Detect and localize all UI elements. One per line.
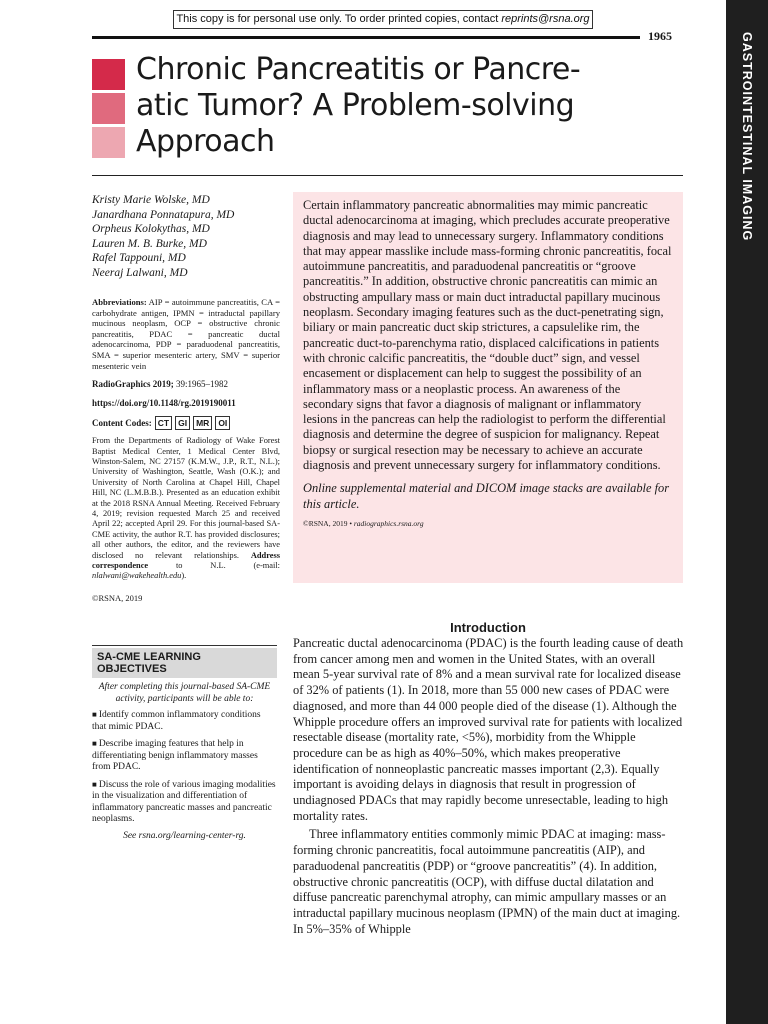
- article-title: [136, 52, 656, 160]
- address-label: Address correspondence: [92, 550, 280, 571]
- cme-learning-objectives: [92, 645, 277, 841]
- author-list: [92, 193, 280, 280]
- author-name: Lauren M. B. Burke, MD: [92, 237, 207, 250]
- title-line: Chronic Pancreatitis or Pancre-: [136, 52, 581, 87]
- body-paragraph: Three inflammatory entities commonly mimic PDAC at imaging: mass-forming chronic pancreatitis, focal autoimmune pancreatitis (AIP), and paraduodenal pancreatitis (PDP) or “groove pancreatitis” (4). In addition, obstructive chronic pancreatitis (OCP), with diffuse ductal dilatation and diffuse pancreatic parenchymal atrophy, can mimic ampullary masses or an intraductal papillary mucinous neoplasm (IPMN) of the main duct at imaging. In 5%–35% of Whipple: [293, 827, 681, 936]
- correspondence-email-link[interactable]: nlalwani@wakehealth.edu: [92, 571, 182, 581]
- content-code-badge: MR: [193, 416, 212, 430]
- title-decoration: [92, 59, 125, 161]
- citation: [92, 379, 280, 390]
- title-square-dark: [92, 59, 125, 90]
- reprints-email-link[interactable]: reprints@rsna.org: [501, 13, 590, 25]
- abstract-copyright-prefix: ©RSNA, 2019 •: [303, 518, 354, 528]
- cme-objective: [92, 709, 277, 733]
- abstract-copyright: [303, 519, 673, 528]
- page-number: 1965: [648, 29, 672, 43]
- title-square-light: [92, 127, 125, 158]
- abbreviations-label: Abbreviations:: [92, 297, 147, 307]
- section-label: GASTROINTESTINAL IMAGING: [740, 32, 754, 242]
- cme-intro: After completing this journal-based SA-CME activity, participants will be able to:: [98, 682, 271, 704]
- title-line: Approach: [136, 124, 275, 159]
- content-code-badge: GI: [175, 416, 190, 430]
- cme-objective-text: Describe imaging features that help in differentiating benign inflammatory masses from PDAC.: [92, 739, 258, 772]
- content-codes: [92, 416, 280, 430]
- top-rule: [92, 36, 640, 39]
- left-sidebar: [92, 193, 280, 603]
- sidebar-copyright: ©RSNA, 2019: [92, 592, 143, 603]
- introduction-heading: Introduction: [450, 620, 526, 635]
- doi-link[interactable]: https://doi.org/10.1148/rg.2019190011: [92, 398, 236, 409]
- square-bullet-icon: ■: [92, 739, 97, 748]
- section-side-band: [726, 0, 768, 1024]
- learning-center-link[interactable]: See rsna.org/learning-center-rg.: [123, 830, 246, 841]
- address-end: ).: [181, 571, 187, 581]
- copy-notice-text: This copy is for personal use only. To order printed copies, contact: [176, 13, 502, 25]
- author-name: Neeraj Lalwani, MD: [92, 266, 188, 279]
- cme-objective: [92, 779, 277, 826]
- cme-objective-text: Identify common inflammatory conditions that mimic PDAC.: [92, 710, 261, 732]
- abstract-online-note: Online supplemental material and DICOM image stacks are available for this article.: [303, 481, 670, 511]
- author-name: Orpheus Kolokythas, MD: [92, 223, 210, 235]
- cme-objective-list: [92, 709, 277, 826]
- affiliation-text: From the Departments of Radiology of Wake Forest Baptist Medical Center, 1 Medical Center Blvd, Winston-Salem, NC 27157 (K.M.W., J.P., R.T., N.L.); University of Washington, Seattle, Wash (O.K.); and University of North Carolina at Chapel Hill, Chapel Hill, NC (L.M.B.B.). Presented as an education exhibit at the 2018 RSNA Annual Meeting. Received February 4, 2019; revision requested March 25 and received April 22; accepted April 29. For this journal-based SA-CME activity, the author R.T. has provided disclosures; all other authors, the editor, and the reviewers have disclosed no relevant relationships.: [92, 436, 280, 560]
- title-rule: [92, 175, 683, 176]
- affiliations: [92, 436, 280, 582]
- author-name: Kristy Marie Wolske, MD: [92, 194, 210, 206]
- introduction-body: [293, 636, 685, 937]
- radiographics-site-link[interactable]: radiographics.rsna.org: [353, 518, 424, 528]
- author-name: Janardhana Ponnatapura, MD: [92, 208, 235, 221]
- address-text: to N.L. (e-mail:: [148, 561, 280, 571]
- citation-journal: RadioGraphics 2019;: [92, 379, 174, 390]
- abstract-text: Certain inflammatory pancreatic abnormalities may mimic pancreatic ductal adenocarcinoma at imaging, which precludes accurate preoperative diagnosis and may lead to unnecessary surgery. Inflammatory conditions that may appear masslike include mass-forming chronic pancreatitis, focal autoimmune pancreatitis, and paraduodenal pancreatitis or “groove pancreatitis.” In addition, obstructive chronic pancreatitis can mimic an obstructing ampullary mass or main duct intraductal papillary mucinous neoplasm. Secondary imaging features such as the duct-penetrating sign, biliary or main pancreatic duct skip strictures, a capsulelike rim, the pancreatic duct-to-parenchyma ratio, displaced calcifications in patients with chronic calcific pancreatitis, the “double duct” sign, and vessel encasement or displacement can help to suggest the possibility of an inflammatory mass or a neoplastic process. An awareness of the secondary signs that favor a diagnosis of malignant or inflammatory lesions in the pancreas can help the radiologist to perform the differential diagnosis and determine the degree of suspicion for malignancy. Repeat biopsy or surgical resection may be necessary to achieve an accurate diagnosis and prevent unnecessary surgery for inflammatory conditions.: [303, 198, 672, 473]
- abstract-box: [293, 192, 683, 583]
- cme-objective-text: Discuss the role of various imaging modalities in the visualization and differentiation of inflammatory pancreatic masses and pancreatic neoplasms.: [92, 779, 276, 824]
- citation-details: 39:1965–1982: [173, 379, 229, 390]
- abbreviations: [92, 297, 280, 371]
- abbreviations-text: AIP = autoimmune pancreatitis, CA = carbohydrate antigen, IPMN = intraductal papillary mucinous neoplasm, OCP = obstructive chronic pancreatitis, PDAC = pancreatic ductal adenocarcinoma, PDP = paraduodenal pancreatitis, SMA = superior mesenteric artery, SMV = superior mesenteric vein: [92, 297, 280, 371]
- body-paragraph: Pancreatic ductal adenocarcinoma (PDAC) is the fourth leading cause of death from cancer among men and women in the United States, with an overall mean 5-year survival rate of 8% and a mean survival rate for localized disease of 32% of patients (1). In 2018, more than 55 000 new cases of PDAC were diagnosed, and more than 44 000 people died of the disease (1). Although the Whipple procedure offers an improved survival rate for patients with localized resectable disease (mortality rate, <5%), morbidity from the Whipple procedure can be as high as 40%–50%, which makes preoperative identification of nonneoplastic pancreatic masses important (2,3). Equally important is avoiding delays in diagnosis that result in progression of undiagnosed PDACs that may rapidly become unresectable, leading to high mortality rates.: [293, 636, 684, 823]
- square-bullet-icon: ■: [92, 710, 97, 719]
- content-codes-label: Content Codes:: [92, 418, 152, 429]
- copy-notice: [173, 10, 593, 29]
- title-square-medium: [92, 93, 125, 124]
- square-bullet-icon: ■: [92, 779, 97, 789]
- content-code-badge: OI: [215, 416, 230, 430]
- author-name: Rafel Tappouni, MD: [92, 252, 186, 264]
- title-line: atic Tumor? A Problem-solving: [136, 88, 575, 123]
- content-code-badge: CT: [155, 416, 172, 430]
- cme-header: SA-CME LEARNING OBJECTIVES: [92, 648, 277, 678]
- cme-objective: [92, 738, 277, 774]
